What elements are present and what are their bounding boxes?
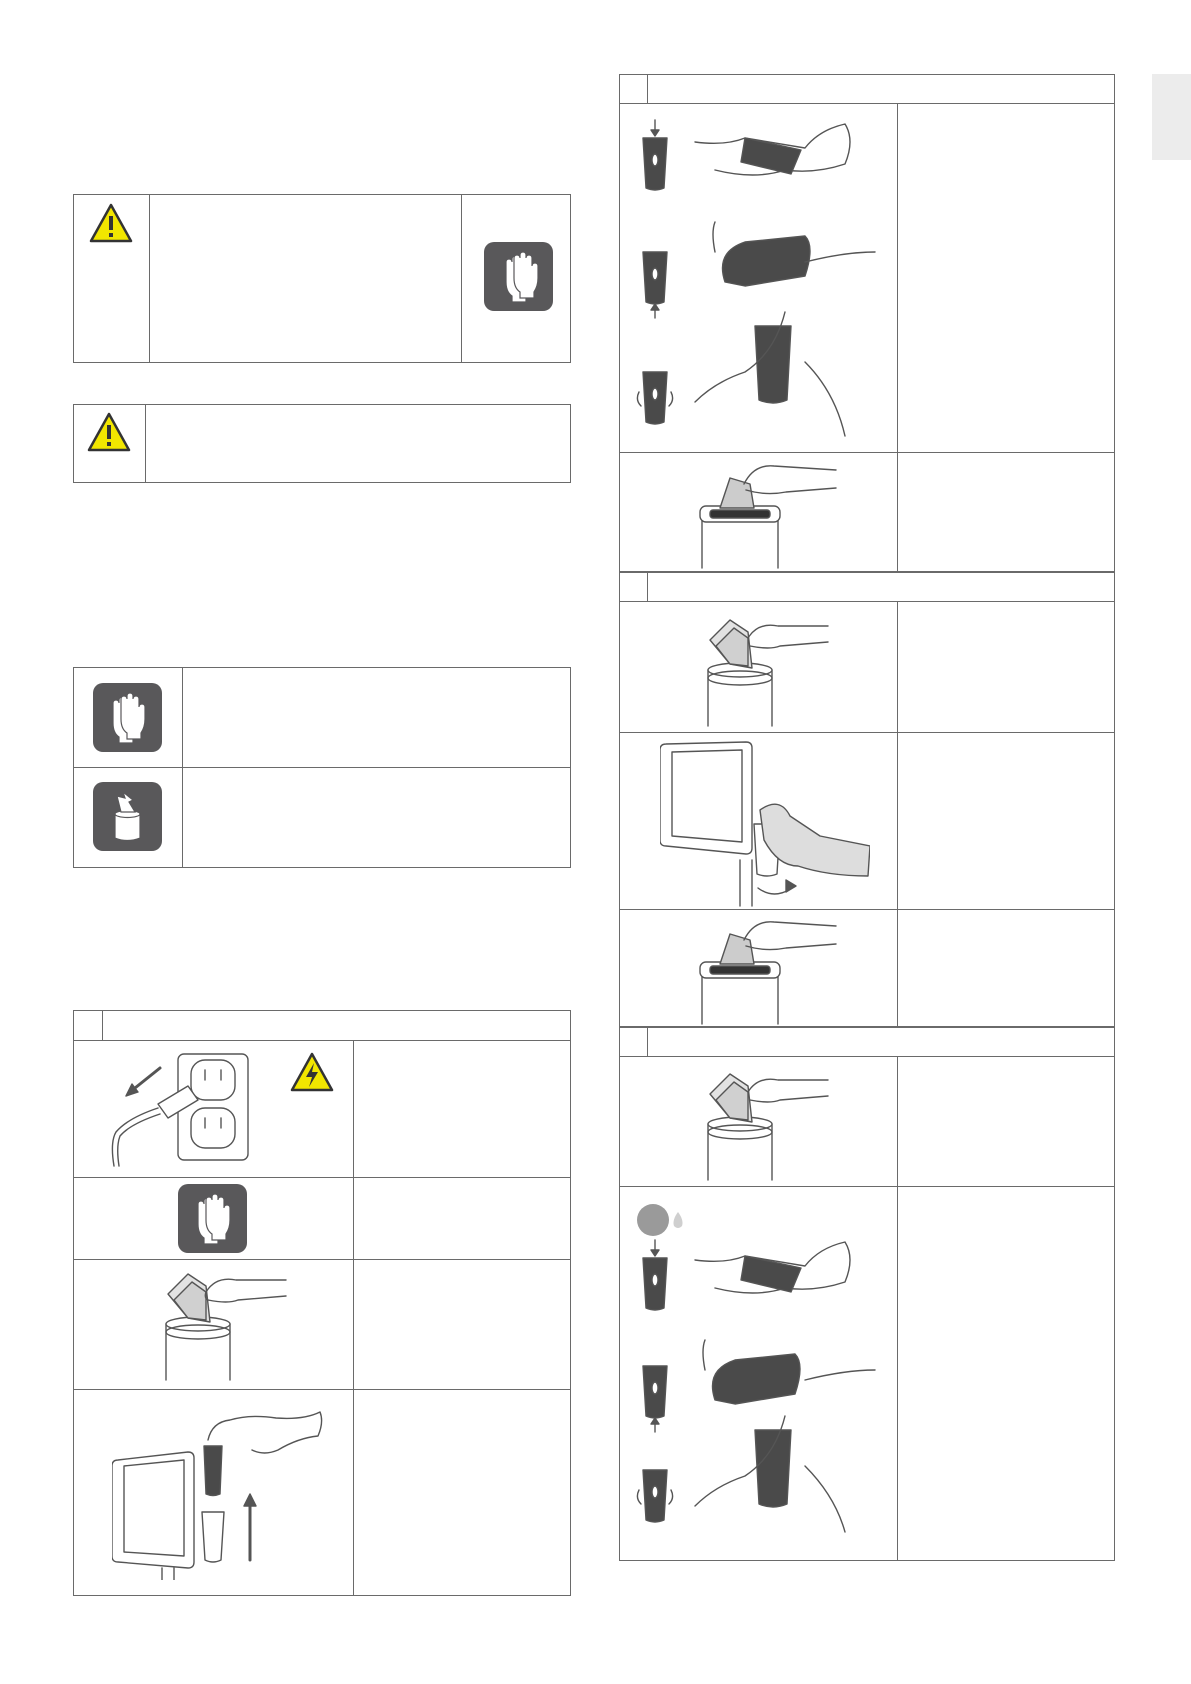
gloves-icon [178,1184,247,1253]
warning-triangle-icon [89,203,133,243]
gloves-icon [484,242,553,311]
discard-wipe-illustration [690,916,840,1026]
discard-wipe-illustration [690,460,840,570]
unplug-illustration [108,1048,258,1168]
side-tab [1152,74,1191,160]
take-wipe-illustration [702,1064,832,1184]
clean-cup-again-illustration [635,1200,885,1540]
disinfectant-wipes-icon [93,782,162,851]
gloves-icon [93,683,162,752]
clean-cup-illustration [635,112,885,442]
warning-triangle-icon [87,412,131,452]
warning-box [73,404,571,483]
take-wipe-illustration [702,610,832,730]
wipe-holder-illustration [660,740,870,910]
take-wipe-illustration [160,1264,290,1384]
remove-cup-illustration [112,1400,332,1580]
electric-hazard-icon [290,1052,334,1092]
